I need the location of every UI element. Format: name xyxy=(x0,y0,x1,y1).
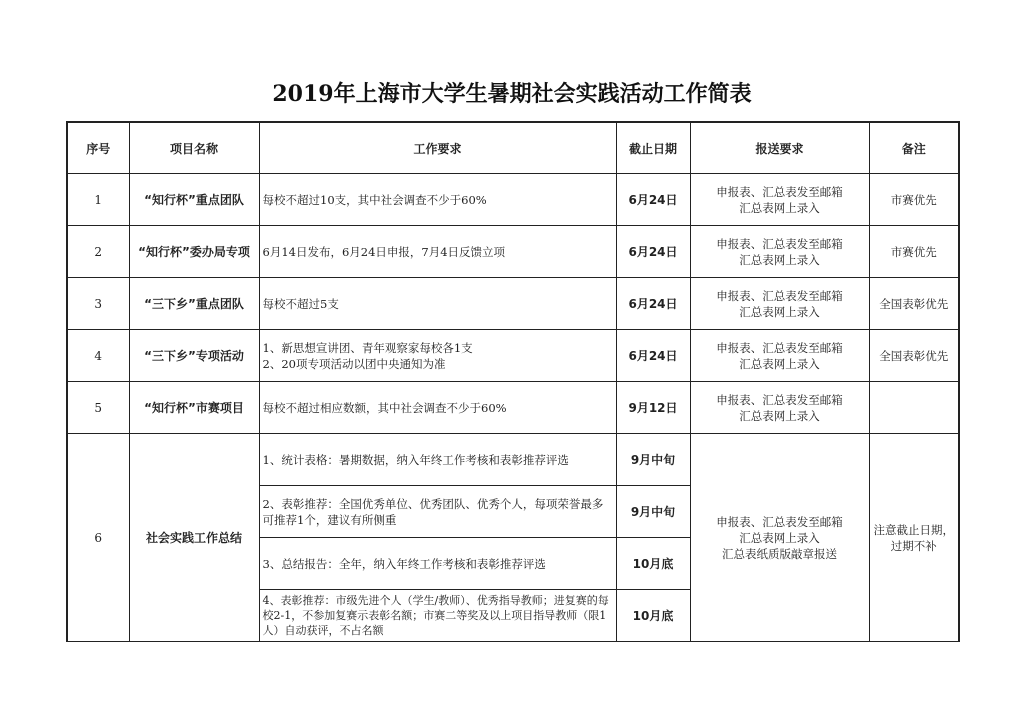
row-remark: 市赛优先 xyxy=(869,226,959,278)
row-name: “知行杯”重点团队 xyxy=(129,174,259,226)
row-name: 社会实践工作总结 xyxy=(129,434,259,642)
row-no: 5 xyxy=(67,382,129,434)
row-name: “知行杯”委办局专项 xyxy=(129,226,259,278)
submission-line: 申报表、汇总表发至邮箱 xyxy=(716,236,843,251)
submission-line: 汇总表网上录入 xyxy=(739,252,820,267)
header-name: 项目名称 xyxy=(129,122,259,174)
row-deadline: 9月12日 xyxy=(616,382,690,434)
header-no: 序号 xyxy=(67,122,129,174)
page-title: 2019年上海市大学生暑期社会实践活动工作简表 xyxy=(272,81,752,107)
requirement-line: 2、20项专项活动以团中央通知为准 xyxy=(262,356,446,371)
row-requirement: 4、表彰推荐：市级先进个人（学生/教师）、优秀指导教师；进复赛的每校2-1，不参加复赛示表彰名额；市赛二等奖及以上项目指导教师（限1人）自动获评，不占名额 xyxy=(259,590,616,642)
row-deadline: 6月24日 xyxy=(616,330,690,382)
row-requirement: 6月14日发布，6月24日申报，7月4日反馈立项 xyxy=(259,226,616,278)
submission-line: 申报表、汇总表发至邮箱 xyxy=(716,288,843,303)
row-submission xyxy=(690,278,869,330)
table-row xyxy=(67,330,959,382)
row-remark: 全国表彰优先 xyxy=(869,278,959,330)
row-deadline: 6月24日 xyxy=(616,174,690,226)
row-requirement xyxy=(259,330,616,382)
row-deadline: 6月24日 xyxy=(616,278,690,330)
table-row xyxy=(67,278,959,330)
table-row xyxy=(67,434,959,486)
row-no: 3 xyxy=(67,278,129,330)
row-deadline: 10月底 xyxy=(616,590,690,642)
table-row xyxy=(67,174,959,226)
row-no: 4 xyxy=(67,330,129,382)
row-deadline: 9月中旬 xyxy=(616,434,690,486)
row-no: 2 xyxy=(67,226,129,278)
header-submission: 报送要求 xyxy=(690,122,869,174)
table-header-row xyxy=(67,122,959,174)
row-submission xyxy=(690,382,869,434)
table-row xyxy=(67,226,959,278)
submission-line: 申报表、汇总表发至邮箱 xyxy=(716,514,843,529)
row-requirement: 每校不超过相应数额，其中社会调查不少于60% xyxy=(259,382,616,434)
header-remark: 备注 xyxy=(869,122,959,174)
submission-line: 汇总表纸质版敲章报送 xyxy=(722,546,837,561)
table-row xyxy=(67,382,959,434)
submission-line: 汇总表网上录入 xyxy=(739,200,820,215)
row-submission xyxy=(690,330,869,382)
submission-line: 汇总表网上录入 xyxy=(739,304,820,319)
row-submission xyxy=(690,174,869,226)
row-name: “知行杯”市赛项目 xyxy=(129,382,259,434)
row-requirement: 每校不超过5支 xyxy=(259,278,616,330)
row-deadline: 6月24日 xyxy=(616,226,690,278)
header-deadline: 截止日期 xyxy=(616,122,690,174)
row-remark: 注意截止日期，过期不补 xyxy=(869,434,959,642)
row-name: “三下乡”重点团队 xyxy=(129,278,259,330)
row-submission xyxy=(690,434,869,642)
work-summary-table xyxy=(66,121,960,642)
row-requirement: 1、统计表格：暑期数据，纳入年终工作考核和表彰推荐评选 xyxy=(259,434,616,486)
submission-line: 汇总表网上录入 xyxy=(739,356,820,371)
submission-line: 汇总表网上录入 xyxy=(739,530,820,545)
row-deadline: 9月中旬 xyxy=(616,486,690,538)
submission-line: 申报表、汇总表发至邮箱 xyxy=(716,184,843,199)
row-no: 6 xyxy=(67,434,129,642)
submission-line: 申报表、汇总表发至邮箱 xyxy=(716,392,843,407)
row-submission xyxy=(690,226,869,278)
header-requirement: 工作要求 xyxy=(259,122,616,174)
row-requirement: 2、表彰推荐：全国优秀单位、优秀团队、优秀个人，每项荣誉最多可推荐1个，建议有所侧重 xyxy=(259,486,616,538)
row-requirement: 每校不超过10支，其中社会调查不少于60% xyxy=(259,174,616,226)
submission-line: 申报表、汇总表发至邮箱 xyxy=(716,340,843,355)
row-requirement: 3、总结报告：全年，纳入年终工作考核和表彰推荐评选 xyxy=(259,538,616,590)
row-deadline: 10月底 xyxy=(616,538,690,590)
row-remark: 全国表彰优先 xyxy=(869,330,959,382)
requirement-line: 1、新思想宣讲团、青年观察家每校各1支 xyxy=(262,340,473,355)
submission-line: 汇总表网上录入 xyxy=(739,408,820,423)
row-remark xyxy=(869,382,959,434)
row-no: 1 xyxy=(67,174,129,226)
row-name: “三下乡”专项活动 xyxy=(129,330,259,382)
row-remark: 市赛优先 xyxy=(869,174,959,226)
